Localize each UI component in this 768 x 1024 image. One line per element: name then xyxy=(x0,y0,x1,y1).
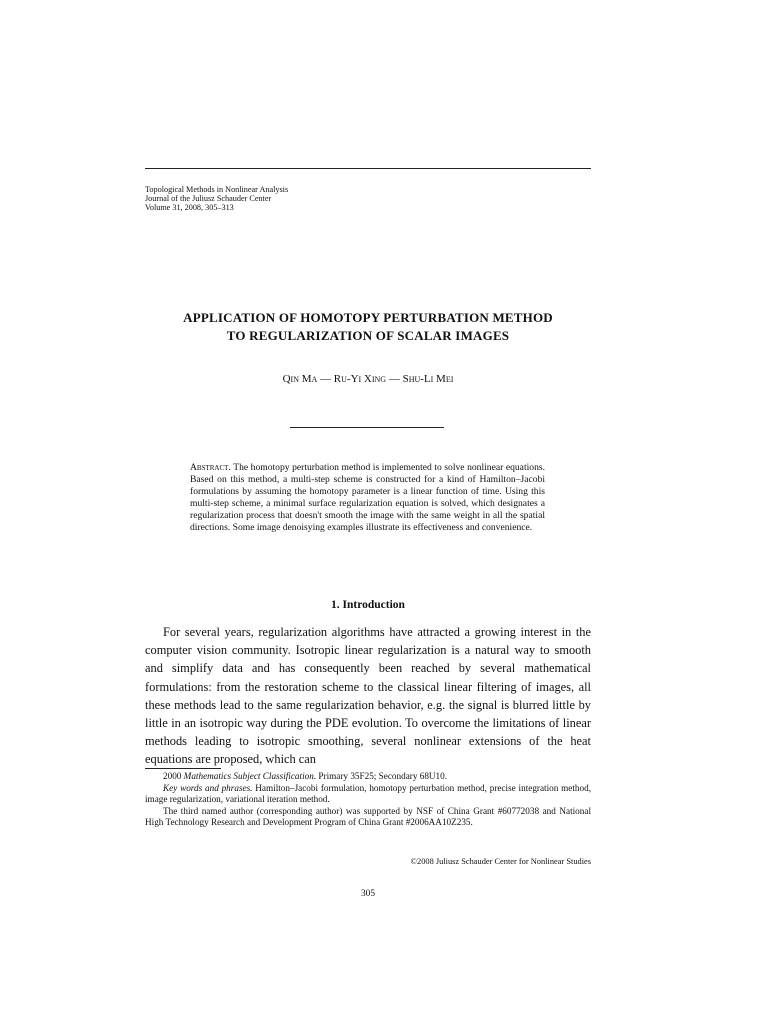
msc-label: Mathematics Subject Classification. xyxy=(183,771,317,781)
footnote-rule xyxy=(145,768,221,769)
author-list: Qin Ma — Ru-Yi Xing — Shu-Li Mei xyxy=(282,373,454,385)
msc-text: Primary 35F25; Secondary 68U10. xyxy=(318,771,448,781)
journal-volume: Volume 31, 2008, 305–313 xyxy=(145,203,234,212)
keywords-text: Hamilton–Jacobi formulation, homotopy perturbation method, precise integration method, image regularization, variational iteration method. xyxy=(145,782,591,805)
title-line-1: APPLICATION OF HOMOTOPY PERTURBATION METHOD xyxy=(183,310,553,325)
abstract-label: Abstract. xyxy=(190,462,231,473)
header-rule xyxy=(145,168,591,169)
journal-publisher: Journal of the Juliusz Schauder Center xyxy=(145,194,272,203)
intro-paragraph: For several years, regularization algorithms have attracted a growing interest in the computer vision community. Isotropic linear regularization is a natural way to smooth and simplify data and has consequently been reached by several mathematical formulations: from the restoration scheme to the classical linear filtering of images, all these methods lead to the same regularization behavior, e.g. the signal is blurred little by little in an isotropic way during the PDE evolution. To overcome the limitations of linear methods leading to isotropic smoothing, several nonlinear extensions of the heat equations are proposed, which can xyxy=(145,625,591,767)
abstract-text: The homotopy perturbation method is implemented to solve nonlinear equations. Based on this method, a multi-step scheme is constructed for a kind of Hamilton–Jacobi formulations by assuming the homotopy parameter is a linear function of time. Using this multi-step scheme, a minimal surface regularization equation is solved, which designates a regularization process that doesn't smooth the image with the same weight in all the spatial directions. Some image denoisying examples illustrate its effectiveness and convenience. xyxy=(190,462,545,534)
title-line-2: TO REGULARIZATION OF SCALAR IMAGES xyxy=(226,328,510,343)
footnotes xyxy=(145,771,591,829)
section-heading: 1. Introduction xyxy=(331,599,405,611)
paper-title xyxy=(145,309,591,345)
footnote-support: The third named author (corresponding author) was supported by NSF of China Grant #60772038 and National High Technology Research and Development Program of China Grant #2006AA10Z235. xyxy=(145,805,591,828)
footnote-msc xyxy=(145,771,591,783)
page-number: 305 xyxy=(360,889,376,899)
journal-info xyxy=(145,185,288,212)
journal-name: Topological Methods in Nonlinear Analysis xyxy=(145,185,289,194)
keywords-label: Key words and phrases. xyxy=(163,782,253,793)
footnote-keywords xyxy=(145,783,591,806)
copyright-notice: ©2008 Juliusz Schauder Center for Nonlinear Studies xyxy=(410,857,591,866)
msc-year: 2000 xyxy=(163,771,182,781)
abstract-block xyxy=(190,462,545,535)
title-separator-rule xyxy=(290,427,444,428)
